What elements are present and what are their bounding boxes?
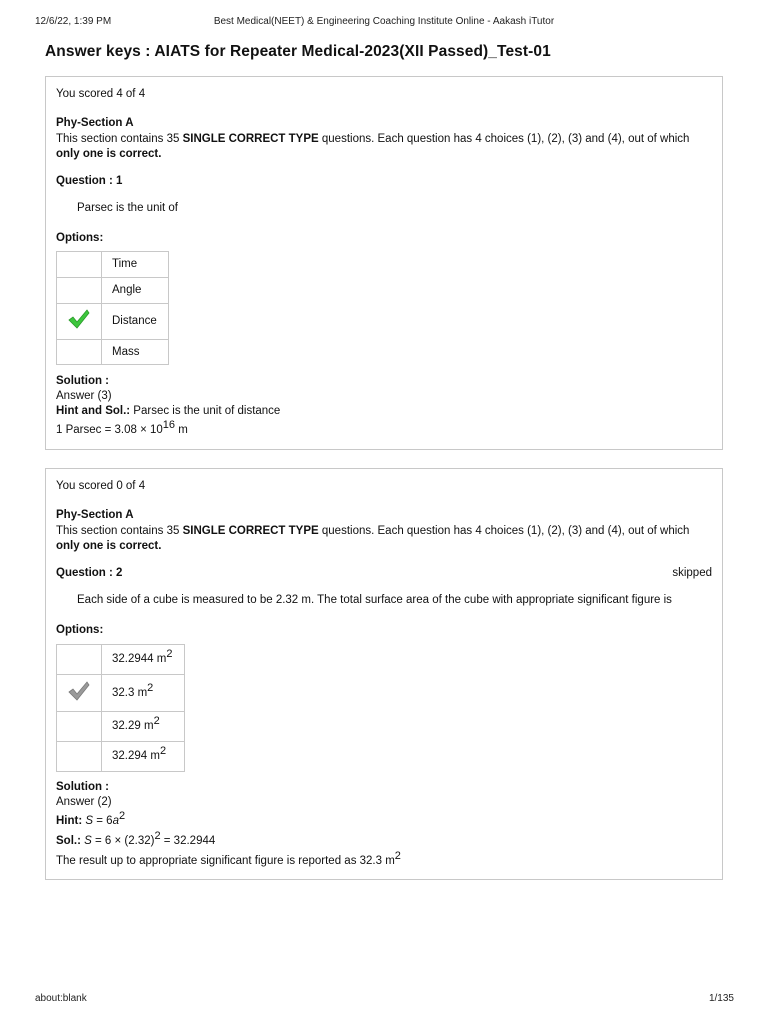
solution-formula: Sol.: S = 6 × (2.32)2 = 32.2944: [56, 830, 216, 847]
solution-label: Solution :: [56, 781, 110, 793]
option-row-1: [57, 645, 185, 675]
question-text: Parsec is the unit of: [77, 202, 178, 214]
option-text: 32.29 m2: [102, 712, 185, 742]
answer-text: Answer (3): [56, 390, 112, 402]
page-title: Answer keys : AIATS for Repeater Medical-2023(XII Passed)_Test-01: [45, 43, 551, 60]
correct-check-icon: [67, 679, 91, 703]
section-description-emphasis: only one is correct.: [56, 148, 162, 160]
hint-and-solution: Hint and Sol.: Parsec is the unit of distance: [56, 405, 281, 417]
parsec-value: 1 Parsec = 3.08 × 1016 m: [56, 419, 188, 436]
print-datetime: 12/6/22, 1:39 PM: [35, 16, 112, 27]
print-url: about:blank: [35, 993, 87, 1004]
question-card-2: [45, 468, 723, 880]
option-text: Angle: [102, 278, 169, 304]
question-card-1: [45, 76, 723, 450]
question-label: Question : 1: [56, 175, 123, 187]
option-row-3: [57, 304, 169, 340]
print-page-title: Best Medical(NEET) & Engineering Coaching Institute Online - Aakash iTutor: [213, 16, 555, 27]
print-header: [0, 16, 768, 30]
skipped-status: skipped: [672, 567, 712, 579]
page-number: 1/135: [708, 993, 734, 1004]
hint-formula: Hint: S = 6a2: [56, 810, 126, 827]
option-text: Time: [102, 252, 169, 278]
print-footer: [0, 993, 768, 1007]
option-row-2: [57, 278, 169, 304]
correct-check-icon: [67, 307, 91, 331]
option-row-1: [57, 252, 169, 278]
section-title: Phy-Section A: [56, 117, 134, 129]
score-text: You scored 0 of 4: [56, 480, 146, 492]
section-title: Phy-Section A: [56, 509, 134, 521]
option-text: Distance: [102, 304, 169, 340]
solution-label: Solution :: [56, 375, 110, 387]
option-text: 32.2944 m2: [102, 645, 185, 675]
option-row-3: [57, 712, 185, 742]
section-description-emphasis: only one is correct.: [56, 540, 162, 552]
option-row-4: [57, 742, 185, 772]
options-label: Options:: [56, 232, 104, 244]
option-row-2: [57, 675, 185, 712]
answer-text: Answer (2): [56, 796, 112, 808]
question-label: Question : 2: [56, 567, 123, 579]
options-table: [56, 251, 169, 365]
option-text: 32.294 m2: [102, 742, 185, 772]
option-row-4: [57, 340, 169, 365]
options-table: [56, 644, 185, 772]
option-text: 32.3 m2: [102, 675, 185, 712]
section-description: This section contains 35 SINGLE CORRECT TYPE questions. Each question has 4 choices (1), (2), (3) and (4), out of which: [56, 525, 690, 537]
score-text: You scored 4 of 4: [56, 88, 146, 100]
option-text: Mass: [102, 340, 169, 365]
question-text: Each side of a cube is measured to be 2.32 m. The total surface area of the cube with appropriate significant figure is: [77, 594, 672, 606]
result-text: The result up to appropriate significant figure is reported as 32.3 m2: [56, 850, 401, 867]
section-description: This section contains 35 SINGLE CORRECT TYPE questions. Each question has 4 choices (1), (2), (3) and (4), out of which: [56, 133, 690, 145]
options-label: Options:: [56, 624, 104, 636]
